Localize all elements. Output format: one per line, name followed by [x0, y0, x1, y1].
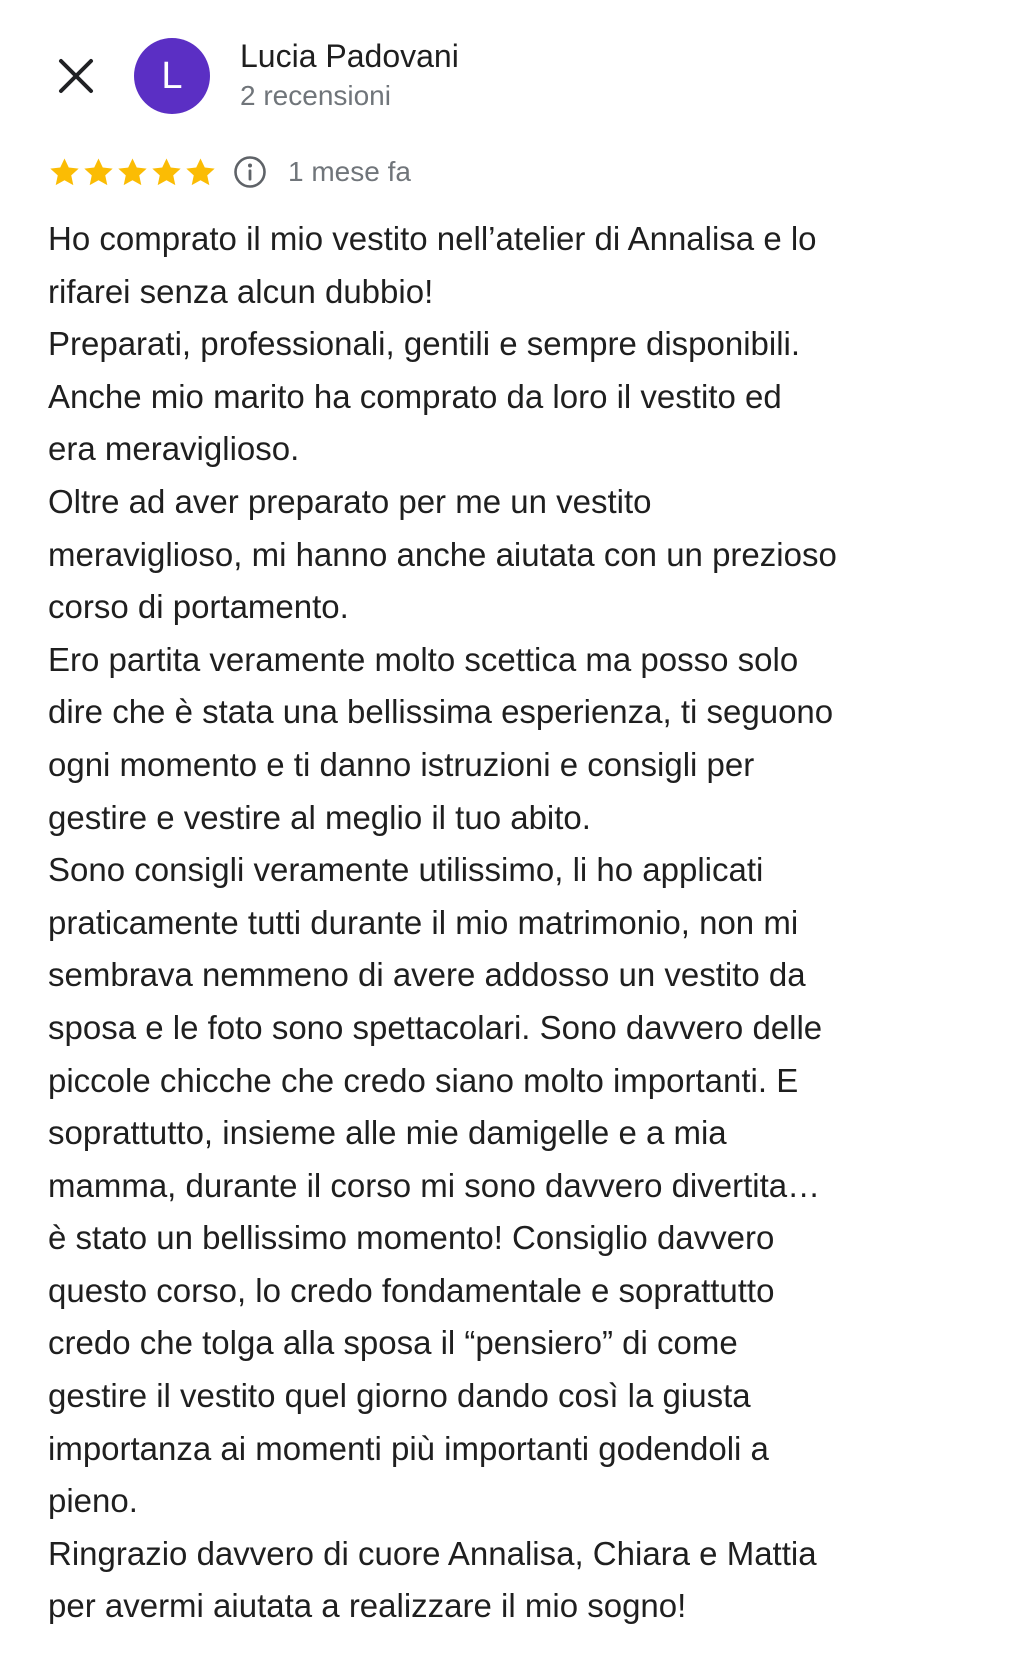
review-text-line: credo che tolga alla sposa il “pensiero” di come	[48, 1324, 738, 1362]
review-text-line: era meraviglioso.	[48, 430, 300, 468]
review-text-line: Preparati, professionali, gentili e sempre disponibili.	[48, 325, 801, 363]
review-text-line: importanza ai momenti più importanti godendoli a	[48, 1429, 769, 1467]
review-text-line: piccole chicche che credo siano molto importanti. E	[48, 1061, 799, 1099]
review-text-line: Ringrazio davvero di cuore Annalisa, Chiara e Mattia	[48, 1534, 817, 1572]
review-text-line: Anche mio marito ha comprato da loro il vestito ed	[48, 377, 782, 415]
close-icon	[58, 58, 94, 94]
info-icon	[233, 155, 267, 189]
avatar[interactable]	[134, 38, 210, 114]
review-text-line: pieno.	[48, 1482, 138, 1520]
review-text-line: per avermi aiutata a realizzare il mio sogno!	[48, 1587, 687, 1625]
star-icon	[48, 156, 81, 189]
review-text-line: sembrava nemmeno di avere addosso un vestito da	[48, 956, 806, 994]
avatar-letter: L	[161, 54, 183, 97]
reviewer-name[interactable]: Lucia Padovani	[240, 38, 459, 74]
review-text-line: gestire il vestito quel giorno dando così la giusta	[48, 1377, 751, 1415]
info-button[interactable]	[232, 154, 268, 190]
review-text-line: è stato un bellissimo momento! Consiglio davvero	[48, 1219, 775, 1257]
review-text-line: Ho comprato il mio vestito nell’atelier di Annalisa e lo	[48, 220, 817, 257]
review-text-line: ogni momento e ti danno istruzioni e consigli per	[48, 745, 755, 783]
close-button[interactable]	[50, 50, 102, 102]
review-text-line: corso di portamento.	[48, 588, 349, 626]
review-text-line: mamma, durante il corso mi sono davvero divertita…	[48, 1166, 821, 1204]
review-text-line: gestire e vestire al meglio il tuo abito.	[48, 798, 591, 836]
star-icon	[82, 156, 115, 189]
star-icon	[116, 156, 149, 189]
review-text-line: dire che è stata una bellissima esperienza, ti seguono	[48, 693, 834, 731]
review-text-line: Oltre ad aver preparato per me un vestito	[48, 482, 652, 520]
star-rating	[48, 156, 218, 189]
rating-row	[48, 152, 411, 192]
review-text-line: praticamente tutti durante il mio matrimonio, non mi	[48, 903, 799, 941]
review-text	[48, 213, 998, 1633]
review-text-line: Ero partita veramente molto scettica ma posso solo	[48, 640, 799, 678]
review-text-line: sposa e le foto sono spettacolari. Sono davvero delle	[48, 1008, 823, 1046]
review-text-line: soprattutto, insieme alle mie damigelle e a mia	[48, 1114, 727, 1152]
star-icon	[150, 156, 183, 189]
review-text-line: questo corso, lo credo fondamentale e soprattutto	[48, 1271, 775, 1309]
review-text-line: rifarei senza alcun dubbio!	[48, 272, 434, 310]
review-date: 1 mese fa	[288, 156, 411, 187]
review-text-line: Sono consigli veramente utilissimo, li ho applicati	[48, 851, 764, 889]
reviewer-review-count: 2 recensioni	[240, 80, 391, 111]
star-icon	[184, 156, 217, 189]
review-text-line: meraviglioso, mi hanno anche aiutata con un prezioso	[48, 535, 837, 573]
